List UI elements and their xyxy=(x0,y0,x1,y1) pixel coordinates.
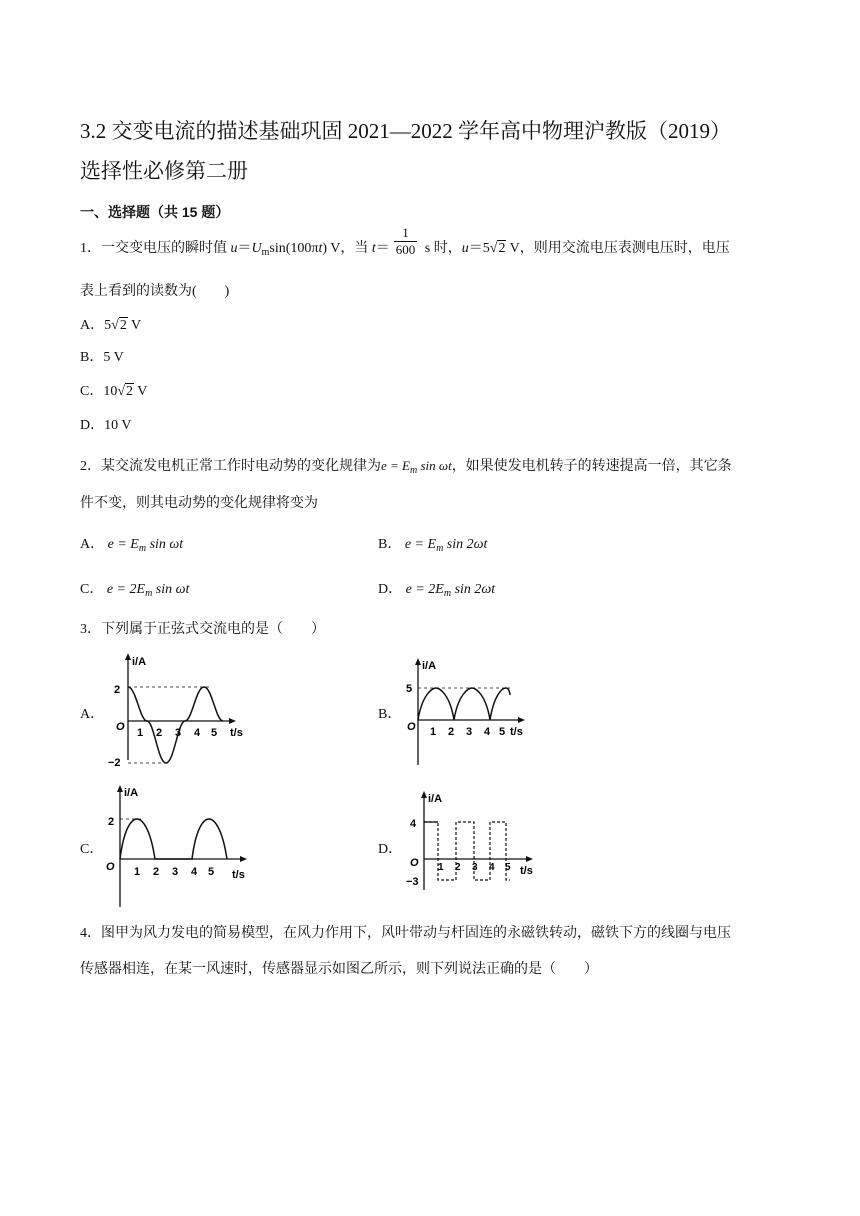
question-3-option-a-label[interactable]: A． xyxy=(80,707,105,722)
graph-a[interactable] xyxy=(108,650,248,770)
graph-b-x-label: t/s xyxy=(510,726,523,738)
question-2-line-1: 2．某交流发电机正常工作时电动势的变化规律为$e = E_m$ sin ωt，如果使发电机转子的转速提高一倍，其它条 xyxy=(80,458,732,476)
graph-a-tick-5: 5 xyxy=(211,727,218,739)
graph-b-y-label: i/A xyxy=(422,660,437,672)
graph-a-origin: O xyxy=(116,721,125,733)
graph-b-tick-5: 5 xyxy=(499,726,506,738)
question-1-option-b[interactable]: B．5 V xyxy=(80,350,124,365)
question-2-option-b[interactable]: B． $e = E_m$ sin 2ωt xyxy=(378,537,488,554)
graph-b[interactable] xyxy=(402,655,537,770)
question-2-option-c[interactable]: C． $e = 2E_m$ sin ωt xyxy=(80,582,190,599)
graph-a-ymax: 2 xyxy=(114,684,121,696)
graph-b-ymax: 5 xyxy=(406,683,413,695)
graph-b-origin: O xyxy=(407,721,416,733)
question-4-line-2: 传感器相连，在某一风速时，传感器显示如图乙所示，则下列说法正确的是（ ） xyxy=(80,962,598,977)
graph-d-tick-2: 2 xyxy=(455,862,461,873)
graph-d-tick-5: 5 xyxy=(505,862,511,873)
graph-d-wave xyxy=(424,822,510,880)
graph-a-tick-4: 4 xyxy=(194,727,201,739)
graph-d-origin: O xyxy=(410,857,419,869)
question-2-option-d[interactable]: D． $e = 2E_m$ sin 2ωt xyxy=(378,582,496,599)
graph-a-tick-2: 2 xyxy=(156,727,163,739)
question-3-option-c-label[interactable]: C． xyxy=(80,842,104,857)
graph-d-tick-3: 3 xyxy=(472,862,478,873)
graph-b-tick-2: 2 xyxy=(448,726,455,738)
graph-d-y-label: i/A xyxy=(428,793,443,805)
question-2-line-2: 件不变，则其电动势的变化规律将变为 xyxy=(80,496,318,511)
document-title-line-1: 3.2 交变电流的描述基础巩固 2021—2022 学年高中物理沪教版（2019） xyxy=(80,119,731,143)
graph-a-curve xyxy=(128,687,223,763)
graph-c[interactable] xyxy=(104,782,254,912)
graph-b-tick-1: 1 xyxy=(430,726,437,738)
graph-b-curve xyxy=(418,688,510,720)
question-1-line-2: 表上看到的读数为( ) xyxy=(80,284,230,299)
graph-c-ymax: 2 xyxy=(108,816,115,828)
graph-a-y-label: i/A xyxy=(132,656,147,668)
question-3-text: 3．下列属于正弦式交流电的是（ ） xyxy=(80,622,325,637)
graph-c-tick-5: 5 xyxy=(208,866,215,878)
graph-c-tick-2: 2 xyxy=(153,866,160,878)
graph-d-ymin: −3 xyxy=(406,876,419,888)
graph-c-y-label: i/A xyxy=(124,787,139,799)
question-1-option-c[interactable]: C．10√2 V xyxy=(80,384,148,399)
graph-d-tick-4: 4 xyxy=(489,862,495,873)
graph-d-x-label: t/s xyxy=(520,865,533,877)
graph-b-tick-3: 3 xyxy=(466,726,473,738)
question-1-option-d[interactable]: D．10 V xyxy=(80,418,132,433)
graph-d[interactable] xyxy=(402,788,542,898)
graph-a-x-label: t/s xyxy=(230,727,243,739)
document-title-line-2: 选择性必修第二册 xyxy=(80,159,248,183)
graph-a-tick-3: 3 xyxy=(175,727,182,739)
question-3-option-b-label[interactable]: B． xyxy=(378,707,402,722)
question-3-option-d-label[interactable]: D． xyxy=(378,842,403,857)
question-2-option-a[interactable]: A． $e = E_m$ sin ωt xyxy=(80,537,184,554)
graph-c-origin: O xyxy=(106,861,115,873)
graph-a-ymin: −2 xyxy=(108,757,121,769)
graph-d-tick-1: 1 xyxy=(438,862,444,873)
graph-c-curve xyxy=(120,819,227,859)
graph-d-ymax: 4 xyxy=(410,818,417,830)
question-1-line-1: 1．一交变电压的瞬时值 $u=U_m\sin(100\pi t)$ V，当 t＝ $\frac{1}{600}$ s 时，u＝5√2 V，则用交流电压表测电压时，电压 xyxy=(80,225,730,258)
graph-c-tick-4: 4 xyxy=(191,866,198,878)
graph-a-tick-1: 1 xyxy=(137,727,144,739)
question-1-option-a[interactable]: A．5√2 V xyxy=(80,318,142,333)
graph-b-tick-4: 4 xyxy=(484,726,491,738)
question-4-line-1: 4．图甲为风力发电的简易模型，在风力作用下，风叶带动与杆固连的永磁铁转动，磁铁下方的线圈与电压 xyxy=(80,926,731,941)
graph-c-tick-3: 3 xyxy=(172,866,179,878)
graph-c-x-label: t/s xyxy=(232,869,245,881)
section-heading: 一、选择题（共 15 题） xyxy=(80,204,230,220)
graph-c-tick-1: 1 xyxy=(134,866,141,878)
